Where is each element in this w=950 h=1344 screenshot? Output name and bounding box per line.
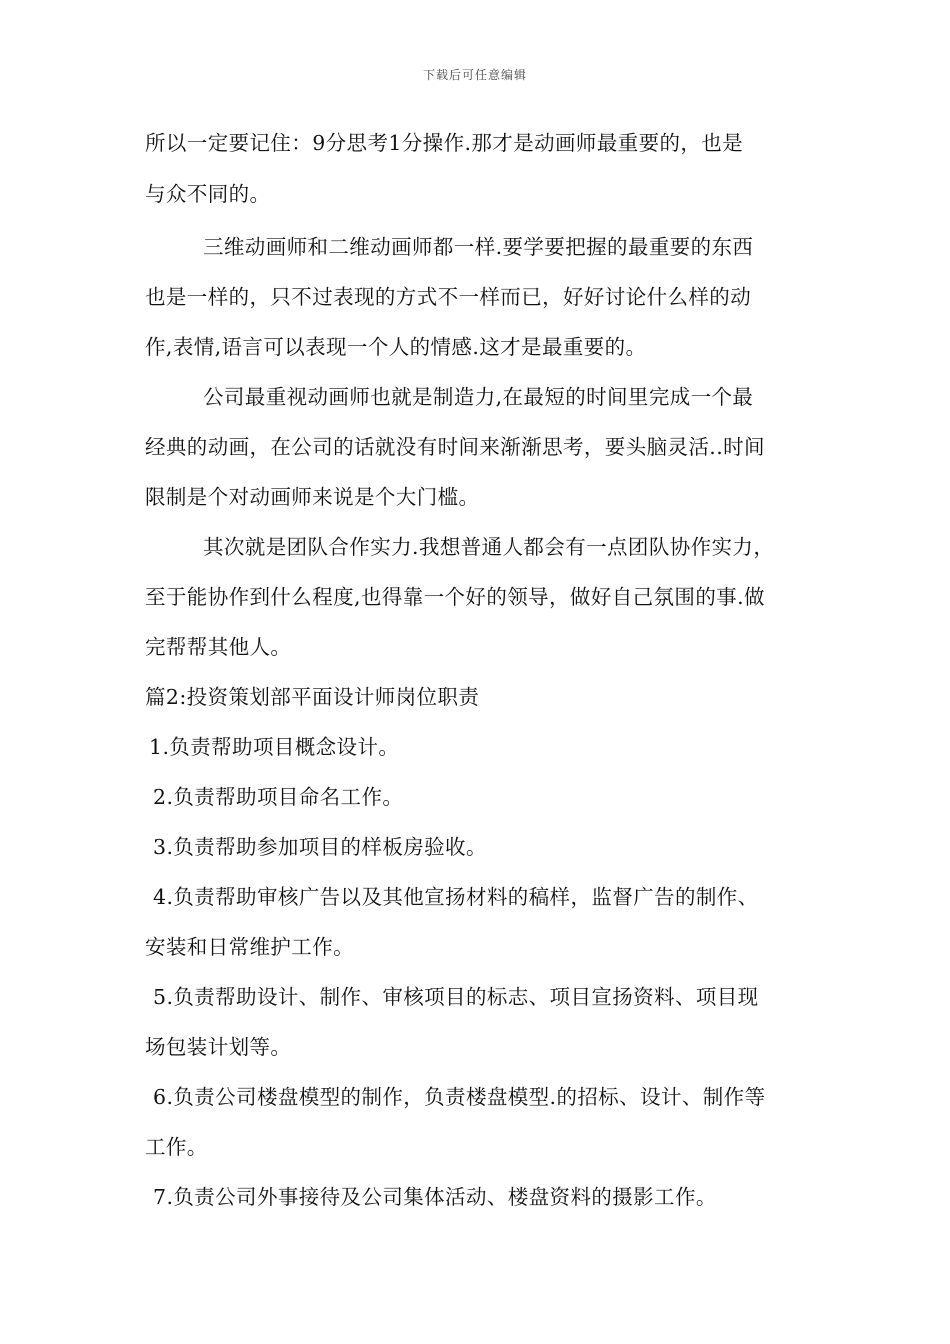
list-item: 2.负责帮助项目命名工作。 <box>153 785 404 809</box>
paragraph-line: 经典的动画，在公司的话就没有时间来渐渐思考，要头脑灵活..时间 <box>145 435 765 459</box>
list-item: 7.负责公司外事接待及公司集体活动、楼盘资料的摄影工作。 <box>153 1185 717 1209</box>
paragraph-line: 也是一样的，只不过表现的方式不一样而已，好好讨论什么样的动 <box>145 285 752 309</box>
page-header-note: 下载后可任意编辑 <box>422 68 527 82</box>
list-item: 6.负责公司楼盘模型的制作，负责楼盘模型.的招标、设计、制作等 <box>153 1085 766 1109</box>
paragraph-line: 公司最重视动画师也就是制造力,在最短的时间里完成一个最 <box>203 385 754 409</box>
list-item: 3.负责帮助参加项目的样板房验收。 <box>153 835 487 859</box>
paragraph-line: 三维动画师和二维动画师都一样.要学要把握的最重要的东西 <box>203 235 754 259</box>
list-item-continuation: 安装和日常维护工作。 <box>145 935 354 959</box>
list-item: 1.负责帮助项目概念设计。 <box>149 735 400 759</box>
paragraph-line: 作,表情,语言可以表现一个人的情感.这才是最重要的。 <box>145 335 647 359</box>
list-item-continuation: 场包装计划等。 <box>145 1035 292 1059</box>
paragraph-line: 至于能协作到什么程度,也得靠一个好的领导，做好自己氛围的事.做 <box>145 585 765 609</box>
section-heading: 篇2:投资策划部平面设计师岗位职责 <box>145 685 480 709</box>
list-item: 5.负责帮助设计、制作、审核项目的标志、项目宣扬资料、项目现 <box>153 985 759 1009</box>
paragraph-line: 限制是个对动画师来说是个大门槛。 <box>145 485 480 509</box>
list-item-continuation: 工作。 <box>145 1135 208 1159</box>
paragraph-line: 完帮帮其他人。 <box>145 635 292 659</box>
paragraph-line: 所以一定要记住：9分思考1分操作.那才是动画师最重要的，也是 <box>145 131 744 155</box>
paragraph-line: 其次就是团队合作实力.我想普通人都会有一点团队协作实力， <box>203 535 775 559</box>
paragraph-line: 与众不同的。 <box>145 182 271 206</box>
list-item: 4.负责帮助审核广告以及其他宣扬材料的稿样，监督广告的制作、 <box>153 885 759 909</box>
